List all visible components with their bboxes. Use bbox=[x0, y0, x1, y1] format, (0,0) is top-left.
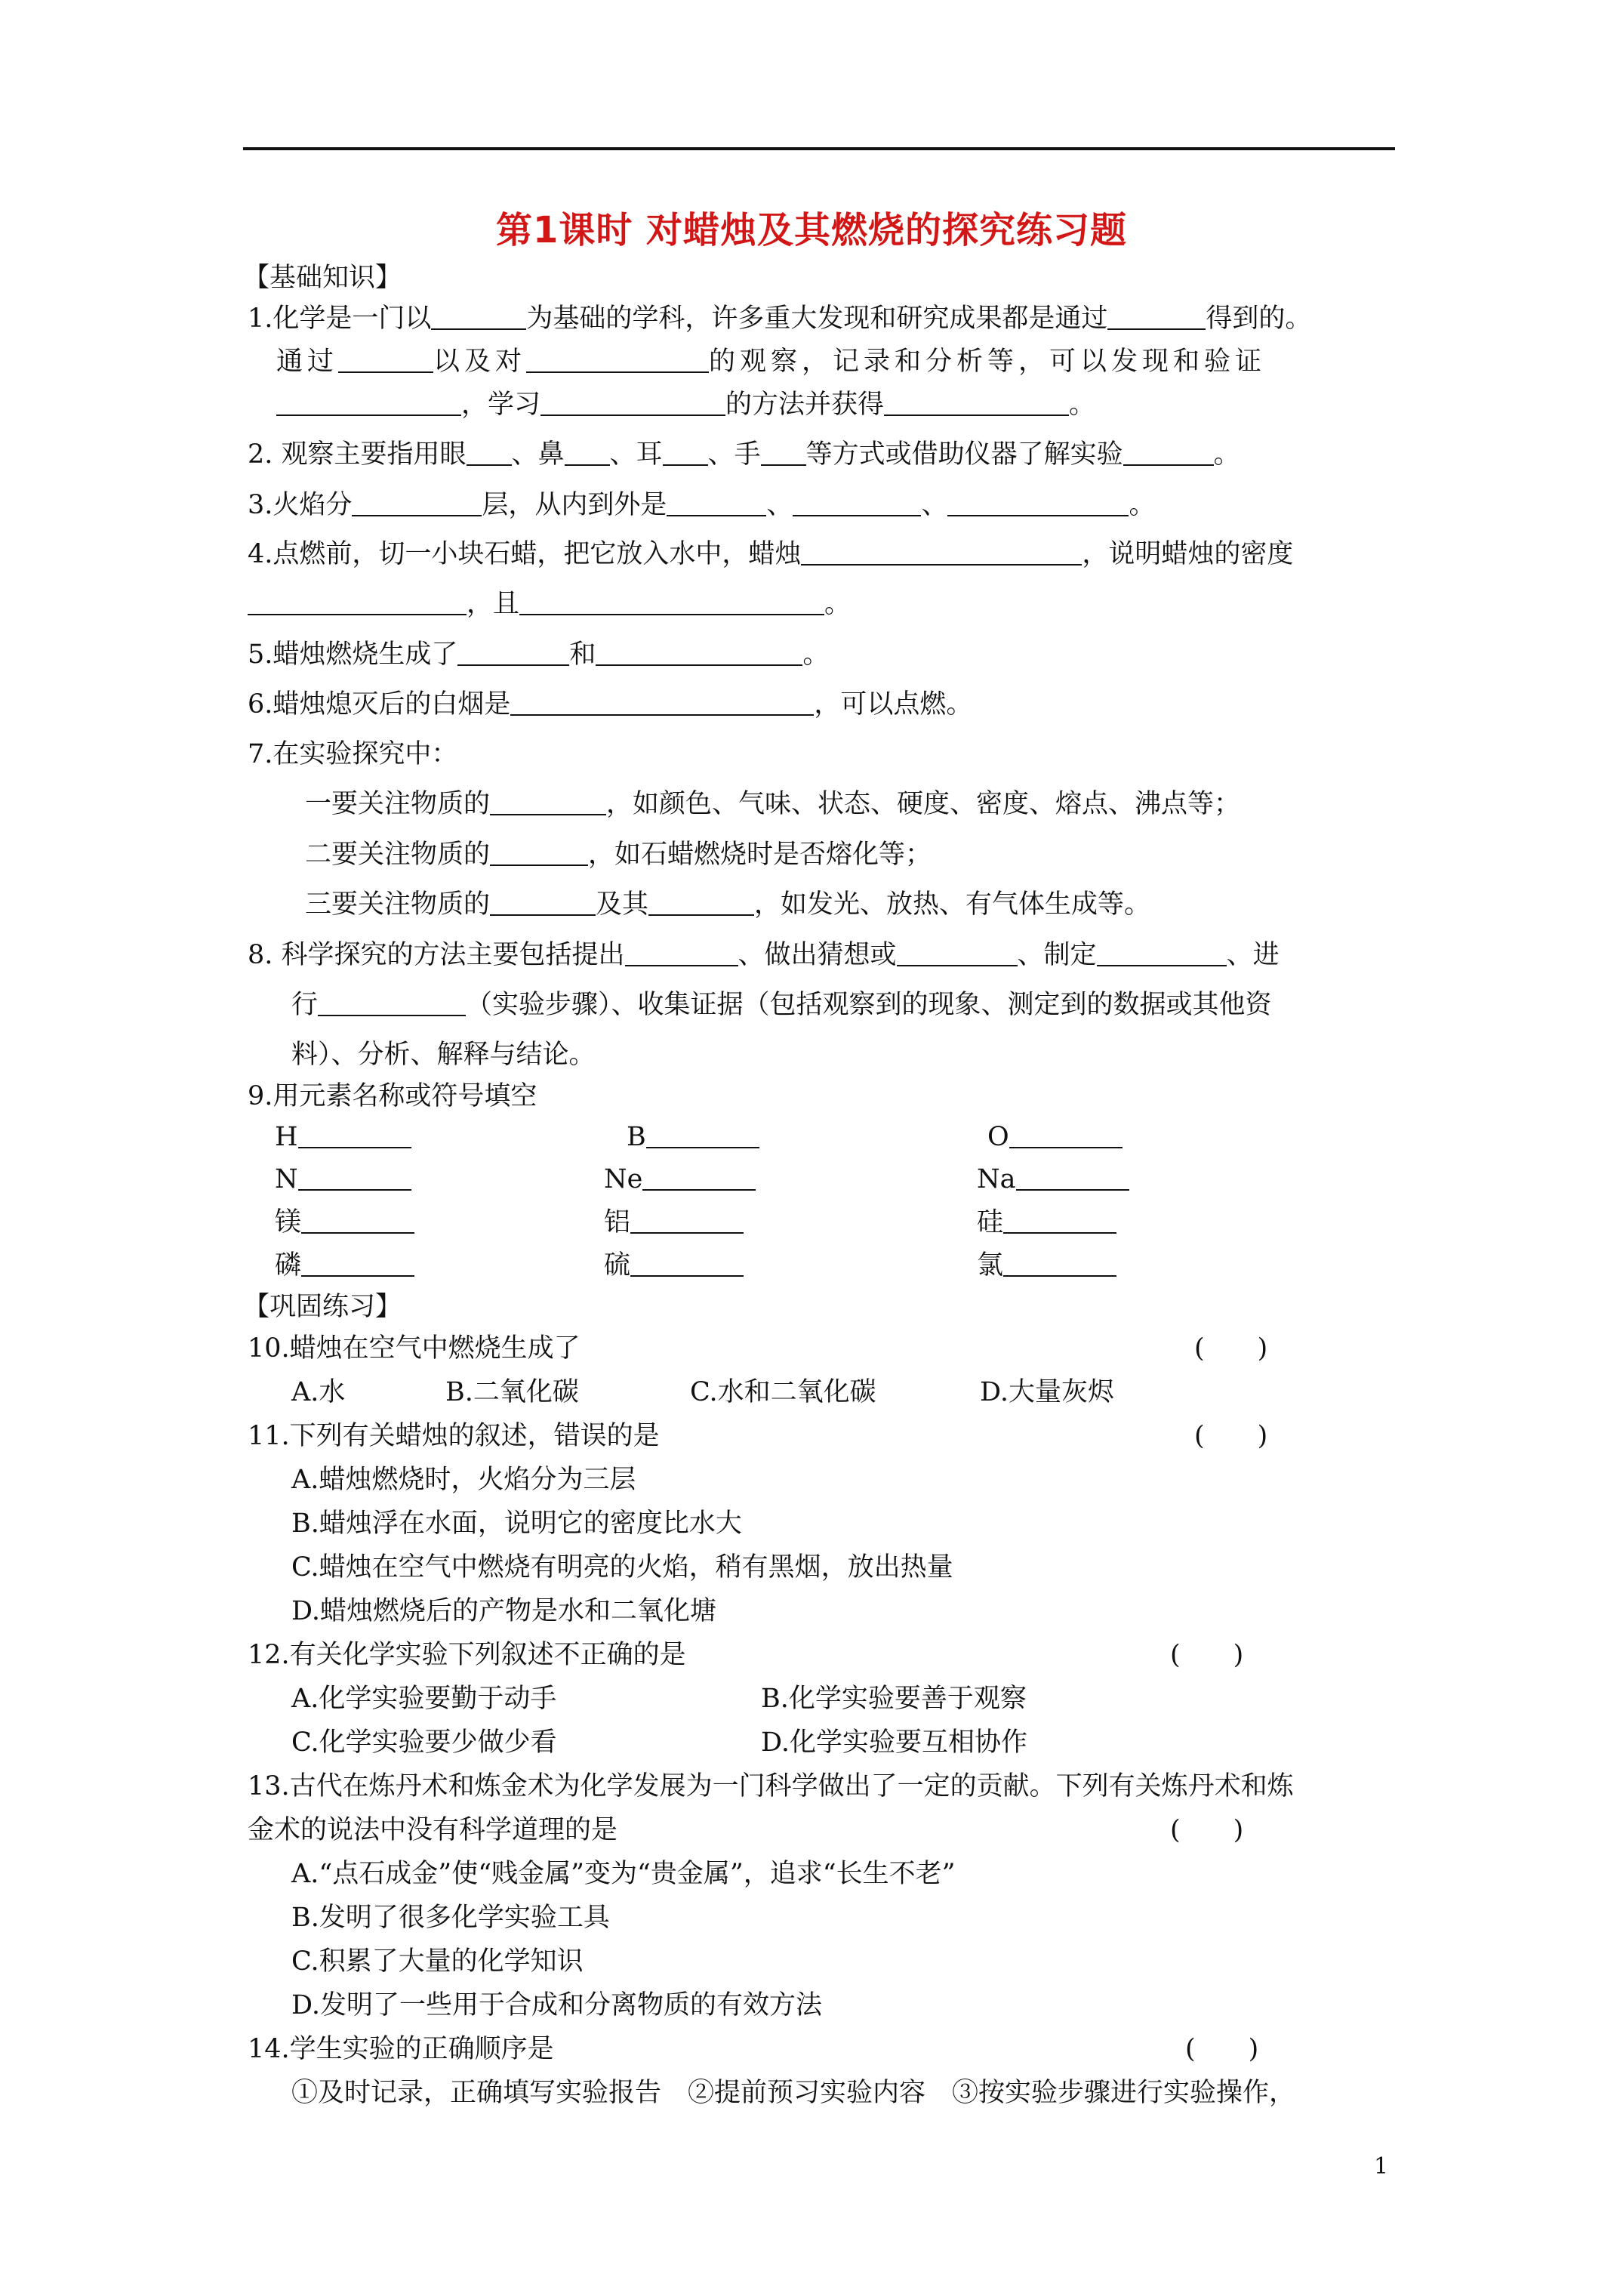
question-11-option-c: C.蜡烛在空气中燃烧有明亮的火焰，稍有黑烟，放出热量 bbox=[291, 1552, 953, 1583]
answer-parentheses: ( ) bbox=[1194, 1421, 1268, 1451]
question-6: 6.蜡烛熄灭后的白烟是 ，可以点燃。 bbox=[248, 689, 973, 720]
question-2: 2. 观察主要指用眼 、鼻 、耳 、手 等方式或借助仪器了解实验 。 bbox=[248, 439, 1240, 470]
element-cell: O bbox=[987, 1120, 1123, 1154]
question-8-line-1: 8. 科学探究的方法主要包括提出 、做出猜想或 、制定 、进 bbox=[248, 940, 1280, 970]
element-cell: Ne bbox=[604, 1163, 756, 1196]
question-13-option-d: D.发明了一些用于合成和分离物质的有效方法 bbox=[291, 1990, 822, 2020]
question-11-stem: 11.下列有关蜡烛的叙述，错误的是 bbox=[248, 1421, 660, 1451]
element-cell: H bbox=[275, 1120, 411, 1154]
question-10-option-a: A.水 bbox=[291, 1377, 346, 1407]
element-cell: 铝 bbox=[604, 1206, 744, 1239]
question-7-item-2: 二要关注物质的 ，如石蜡燃烧时是否熔化等； bbox=[305, 840, 932, 870]
element-cell: 硫 bbox=[604, 1249, 744, 1282]
question-10-option-b: B.二氧化碳 bbox=[445, 1377, 579, 1407]
question-12-option-a: A.化学实验要勤于动手 bbox=[291, 1684, 557, 1714]
question-12-stem: 12.有关化学实验下列叙述不正确的是 bbox=[248, 1640, 686, 1670]
element-cell: 硅 bbox=[977, 1206, 1116, 1239]
question-7-item-1: 一要关注物质的 ，如颜色、气味、状态、硬度、密度、熔点、沸点等； bbox=[305, 789, 1241, 819]
question-11-option-b: B.蜡烛浮在水面，说明它的密度比水大 bbox=[291, 1509, 742, 1539]
question-1-line-1: 1.化学是一门以 为基础的学科，许多重大发现和研究成果都是通过 得到的。 bbox=[248, 304, 1312, 334]
question-14-stem: 14.学生实验的正确顺序是 bbox=[248, 2034, 554, 2064]
question-7-intro: 7.在实验探究中： bbox=[248, 739, 458, 769]
question-13-stem-line-2: 金术的说法中没有科学道理的是 bbox=[248, 1815, 618, 1845]
question-14-items: ①及时记录，正确填写实验报告 ②提前预习实验内容 ③按实验步骤进行实验操作， bbox=[291, 2078, 1296, 2108]
question-1-line-2: 通过 以及对 的观察，记录和分析等，可以发现和验证 bbox=[276, 347, 1267, 377]
question-12-option-b: B.化学实验要善于观察 bbox=[761, 1684, 1027, 1714]
element-cell: 氯 bbox=[977, 1249, 1116, 1282]
element-cell: N bbox=[275, 1163, 411, 1196]
answer-parentheses: ( ) bbox=[1194, 1333, 1268, 1364]
answer-parentheses: ( ) bbox=[1185, 2034, 1259, 2064]
question-10-option-c: C.水和二氧化碳 bbox=[690, 1377, 876, 1407]
element-cell: B bbox=[627, 1120, 759, 1154]
question-13-stem-line-1: 13.古代在炼丹术和炼金术为化学发展为一门科学做出了一定的贡献。下列有关炼丹术和炼 bbox=[248, 1771, 1294, 1801]
question-12-option-c: C.化学实验要少做少看 bbox=[291, 1727, 557, 1758]
question-13-option-c: C.积累了大量的化学知识 bbox=[291, 1946, 584, 1977]
question-8-line-3: 料）、分析、解释与结论。 bbox=[291, 1040, 596, 1070]
question-7-item-3: 三要关注物质的 及其 ，如发光、放热、有气体生成等。 bbox=[305, 889, 1151, 920]
question-9-title: 9.用元素名称或符号填空 bbox=[248, 1081, 537, 1111]
question-4-line-2: ，且 。 bbox=[248, 587, 851, 621]
page-title: 第1课时 对蜡烛及其燃烧的探究练习题 bbox=[495, 209, 1128, 251]
header-rule bbox=[243, 147, 1395, 150]
answer-parentheses: ( ) bbox=[1170, 1640, 1244, 1670]
section-basic-knowledge: 【基础知识】 bbox=[243, 263, 402, 293]
question-8-line-2: 行 （实验步骤）、收集证据（包括观察到的现象、测定到的数据或其他资 bbox=[291, 990, 1272, 1020]
question-3: 3.火焰分 层，从内到外是 、 、 。 bbox=[248, 490, 1156, 520]
question-1-line-3: ，学习 的方法并获得 。 bbox=[276, 388, 1095, 421]
question-4-line-1: 4.点燃前，切一小块石蜡，把它放入水中，蜡烛 ，说明蜡烛的密度 bbox=[248, 539, 1294, 569]
question-11-option-d: D.蜡烛燃烧后的产物是水和二氧化塘 bbox=[291, 1596, 716, 1626]
question-10-option-d: D.大量灰烬 bbox=[980, 1377, 1114, 1407]
question-10-stem: 10.蜡烛在空气中燃烧生成了 bbox=[248, 1333, 581, 1364]
question-12-option-d: D.化学实验要互相协作 bbox=[761, 1727, 1027, 1758]
page-number: 1 bbox=[1374, 2153, 1389, 2180]
question-13-option-a: A.“点石成金”使“贱金属”变为“贵金属”，追求“长生不老” bbox=[291, 1859, 956, 1889]
question-13-option-b: B.发明了很多化学实验工具 bbox=[291, 1903, 610, 1933]
section-consolidation: 【巩固练习】 bbox=[243, 1292, 402, 1322]
element-cell: 磷 bbox=[275, 1249, 414, 1282]
question-5: 5.蜡烛燃烧生成了 和 。 bbox=[248, 639, 830, 670]
element-cell: 镁 bbox=[275, 1206, 414, 1239]
answer-parentheses: ( ) bbox=[1170, 1815, 1244, 1845]
question-11-option-a: A.蜡烛燃烧时，火焰分为三层 bbox=[291, 1465, 636, 1495]
element-cell: Na bbox=[977, 1163, 1129, 1196]
